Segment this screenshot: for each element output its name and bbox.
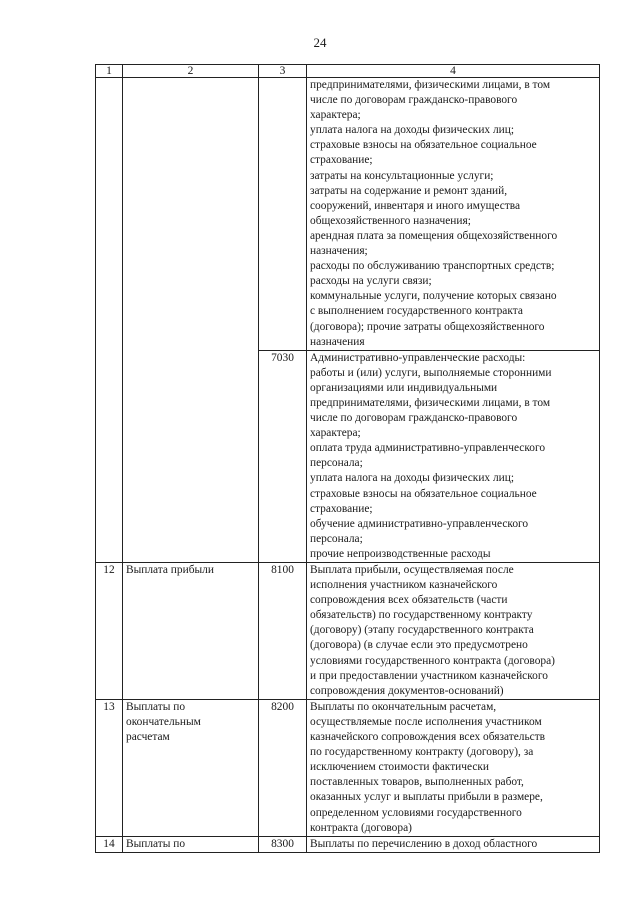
row-description-line: характера; — [310, 427, 361, 440]
row-name-line: Выплаты по — [126, 837, 186, 850]
row-description-line: работы и (или) услуги, выполняемые сторонними — [310, 366, 552, 379]
row-description-line: расходы по обслуживанию транспортных средств; — [310, 260, 555, 273]
table-row — [96, 350, 600, 562]
row-name-line: окончательным — [126, 715, 201, 728]
row-name — [123, 699, 259, 836]
row-number — [96, 350, 123, 562]
row-description-line: оказанных услуг и выплаты прибыли в размере, — [310, 791, 543, 804]
row-description-line: обязательств) по государственному контракту — [310, 609, 533, 622]
row-code: 7030 — [259, 350, 307, 562]
row-description-line: (договору) (этапу государственного контракта — [310, 624, 534, 637]
row-description — [307, 350, 600, 562]
row-code — [259, 78, 307, 351]
row-description-line: контракта (договора) — [310, 821, 412, 834]
row-description-line: общехозяйственного назначения; — [310, 214, 471, 227]
row-description-line: назначения; — [310, 245, 368, 258]
row-description-line: организациями или индивидуальными — [310, 381, 498, 394]
table-row — [96, 78, 600, 351]
page-number: 24 — [313, 35, 327, 50]
row-name-line: расчетам — [126, 731, 170, 744]
row-description-line: назначения — [310, 335, 365, 348]
row-number — [96, 78, 123, 351]
row-description-line: арендная плата за помещения общехозяйственного — [310, 229, 558, 242]
row-description-line: (договора) (в случае если это предусмотрено — [310, 639, 528, 652]
row-number: 12 — [96, 563, 123, 700]
row-code: 8200 — [259, 699, 307, 836]
row-description-line: характера; — [310, 109, 361, 122]
row-description — [307, 836, 600, 852]
row-description-line: страховые взносы на обязательное социальное — [310, 139, 537, 152]
header-col-2: 2 — [123, 65, 259, 78]
row-description-line: предпринимателями, физическими лицами, в том — [310, 396, 551, 409]
table-row — [96, 836, 600, 852]
row-description-line: (договора); прочие затраты общехозяйственного — [310, 320, 545, 333]
row-description-line: расходы на услуги связи; — [310, 275, 432, 288]
header-col-3: 3 — [259, 65, 307, 78]
row-description-line: исключением стоимости фактически — [310, 761, 490, 774]
row-name-line: Выплаты по — [126, 700, 186, 713]
row-description-line: затраты на консультационные услуги; — [310, 169, 494, 182]
row-description-line: страхование; — [310, 154, 373, 167]
row-description-line: уплата налога на доходы физических лиц; — [310, 472, 515, 485]
row-description-line: с выполнением государственного контракта — [310, 305, 523, 318]
row-description-line: осуществляемые после исполнения участником — [310, 715, 542, 728]
row-description-line: уплата налога на доходы физических лиц; — [310, 124, 515, 137]
row-number: 14 — [96, 836, 123, 852]
row-description-line: оплата труда административно-управленческого — [310, 442, 546, 455]
row-description — [307, 78, 600, 351]
row-description-line: затраты на содержание и ремонт зданий, — [310, 184, 508, 197]
row-description-line: Административно-управленческие расходы: — [310, 351, 526, 364]
row-name — [123, 563, 259, 700]
row-description-line: прочие непроизводственные расходы — [310, 547, 491, 560]
row-description-line: обучение административно-управленческого — [310, 517, 529, 530]
header-col-1: 1 — [96, 65, 123, 78]
row-code: 8100 — [259, 563, 307, 700]
row-description-line: персонала; — [310, 532, 363, 545]
budget-codes-table — [95, 64, 600, 853]
row-description-line: предпринимателями, физическими лицами, в том — [310, 79, 551, 91]
row-description-line: коммунальные услуги, получение которых связано — [310, 290, 557, 303]
row-name — [123, 350, 259, 562]
row-description-line: казначейского сопровождения всех обязательств — [310, 731, 546, 744]
row-description-line: определенном условиями государственного — [310, 806, 522, 819]
header-col-4: 4 — [307, 65, 600, 78]
row-description — [307, 563, 600, 700]
row-name-line: Выплата прибыли — [126, 564, 214, 576]
row-description-line: сооружений, инвентаря и иного имущества — [310, 199, 521, 212]
row-name — [123, 78, 259, 351]
row-description-line: Выплаты по окончательным расчетам, — [310, 700, 497, 713]
row-description-line: исполнения участником казначейского — [310, 579, 498, 592]
row-number: 13 — [96, 699, 123, 836]
table-row — [96, 563, 600, 700]
row-description-line: поставленных товаров, выполненных работ, — [310, 776, 524, 789]
row-description — [307, 699, 600, 836]
row-description-line: страховые взносы на обязательное социальное — [310, 487, 537, 500]
table-header-row — [96, 65, 600, 78]
row-description-line: сопровождения всех обязательств (части — [310, 594, 508, 607]
row-description-line: персонала; — [310, 457, 363, 470]
row-description-line: страхование; — [310, 502, 373, 515]
row-description-line: числе по договорам гражданско-правового — [310, 412, 518, 425]
row-description-line: и при предоставлении участником казначейского — [310, 669, 548, 682]
table-row — [96, 699, 600, 836]
row-description-line: числе по договорам гражданско-правового — [310, 94, 518, 107]
row-description-line: по государственному контракту (договору), за — [310, 746, 534, 759]
row-code: 8300 — [259, 836, 307, 852]
row-description-line: условиями государственного контракта (договора) — [310, 654, 555, 667]
row-description-line: сопровождения документов-оснований) — [310, 684, 504, 697]
row-name — [123, 836, 259, 852]
row-description-line: Выплата прибыли, осуществляемая после — [310, 564, 514, 576]
row-description-line: Выплаты по перечислению в доход областного — [310, 837, 538, 850]
